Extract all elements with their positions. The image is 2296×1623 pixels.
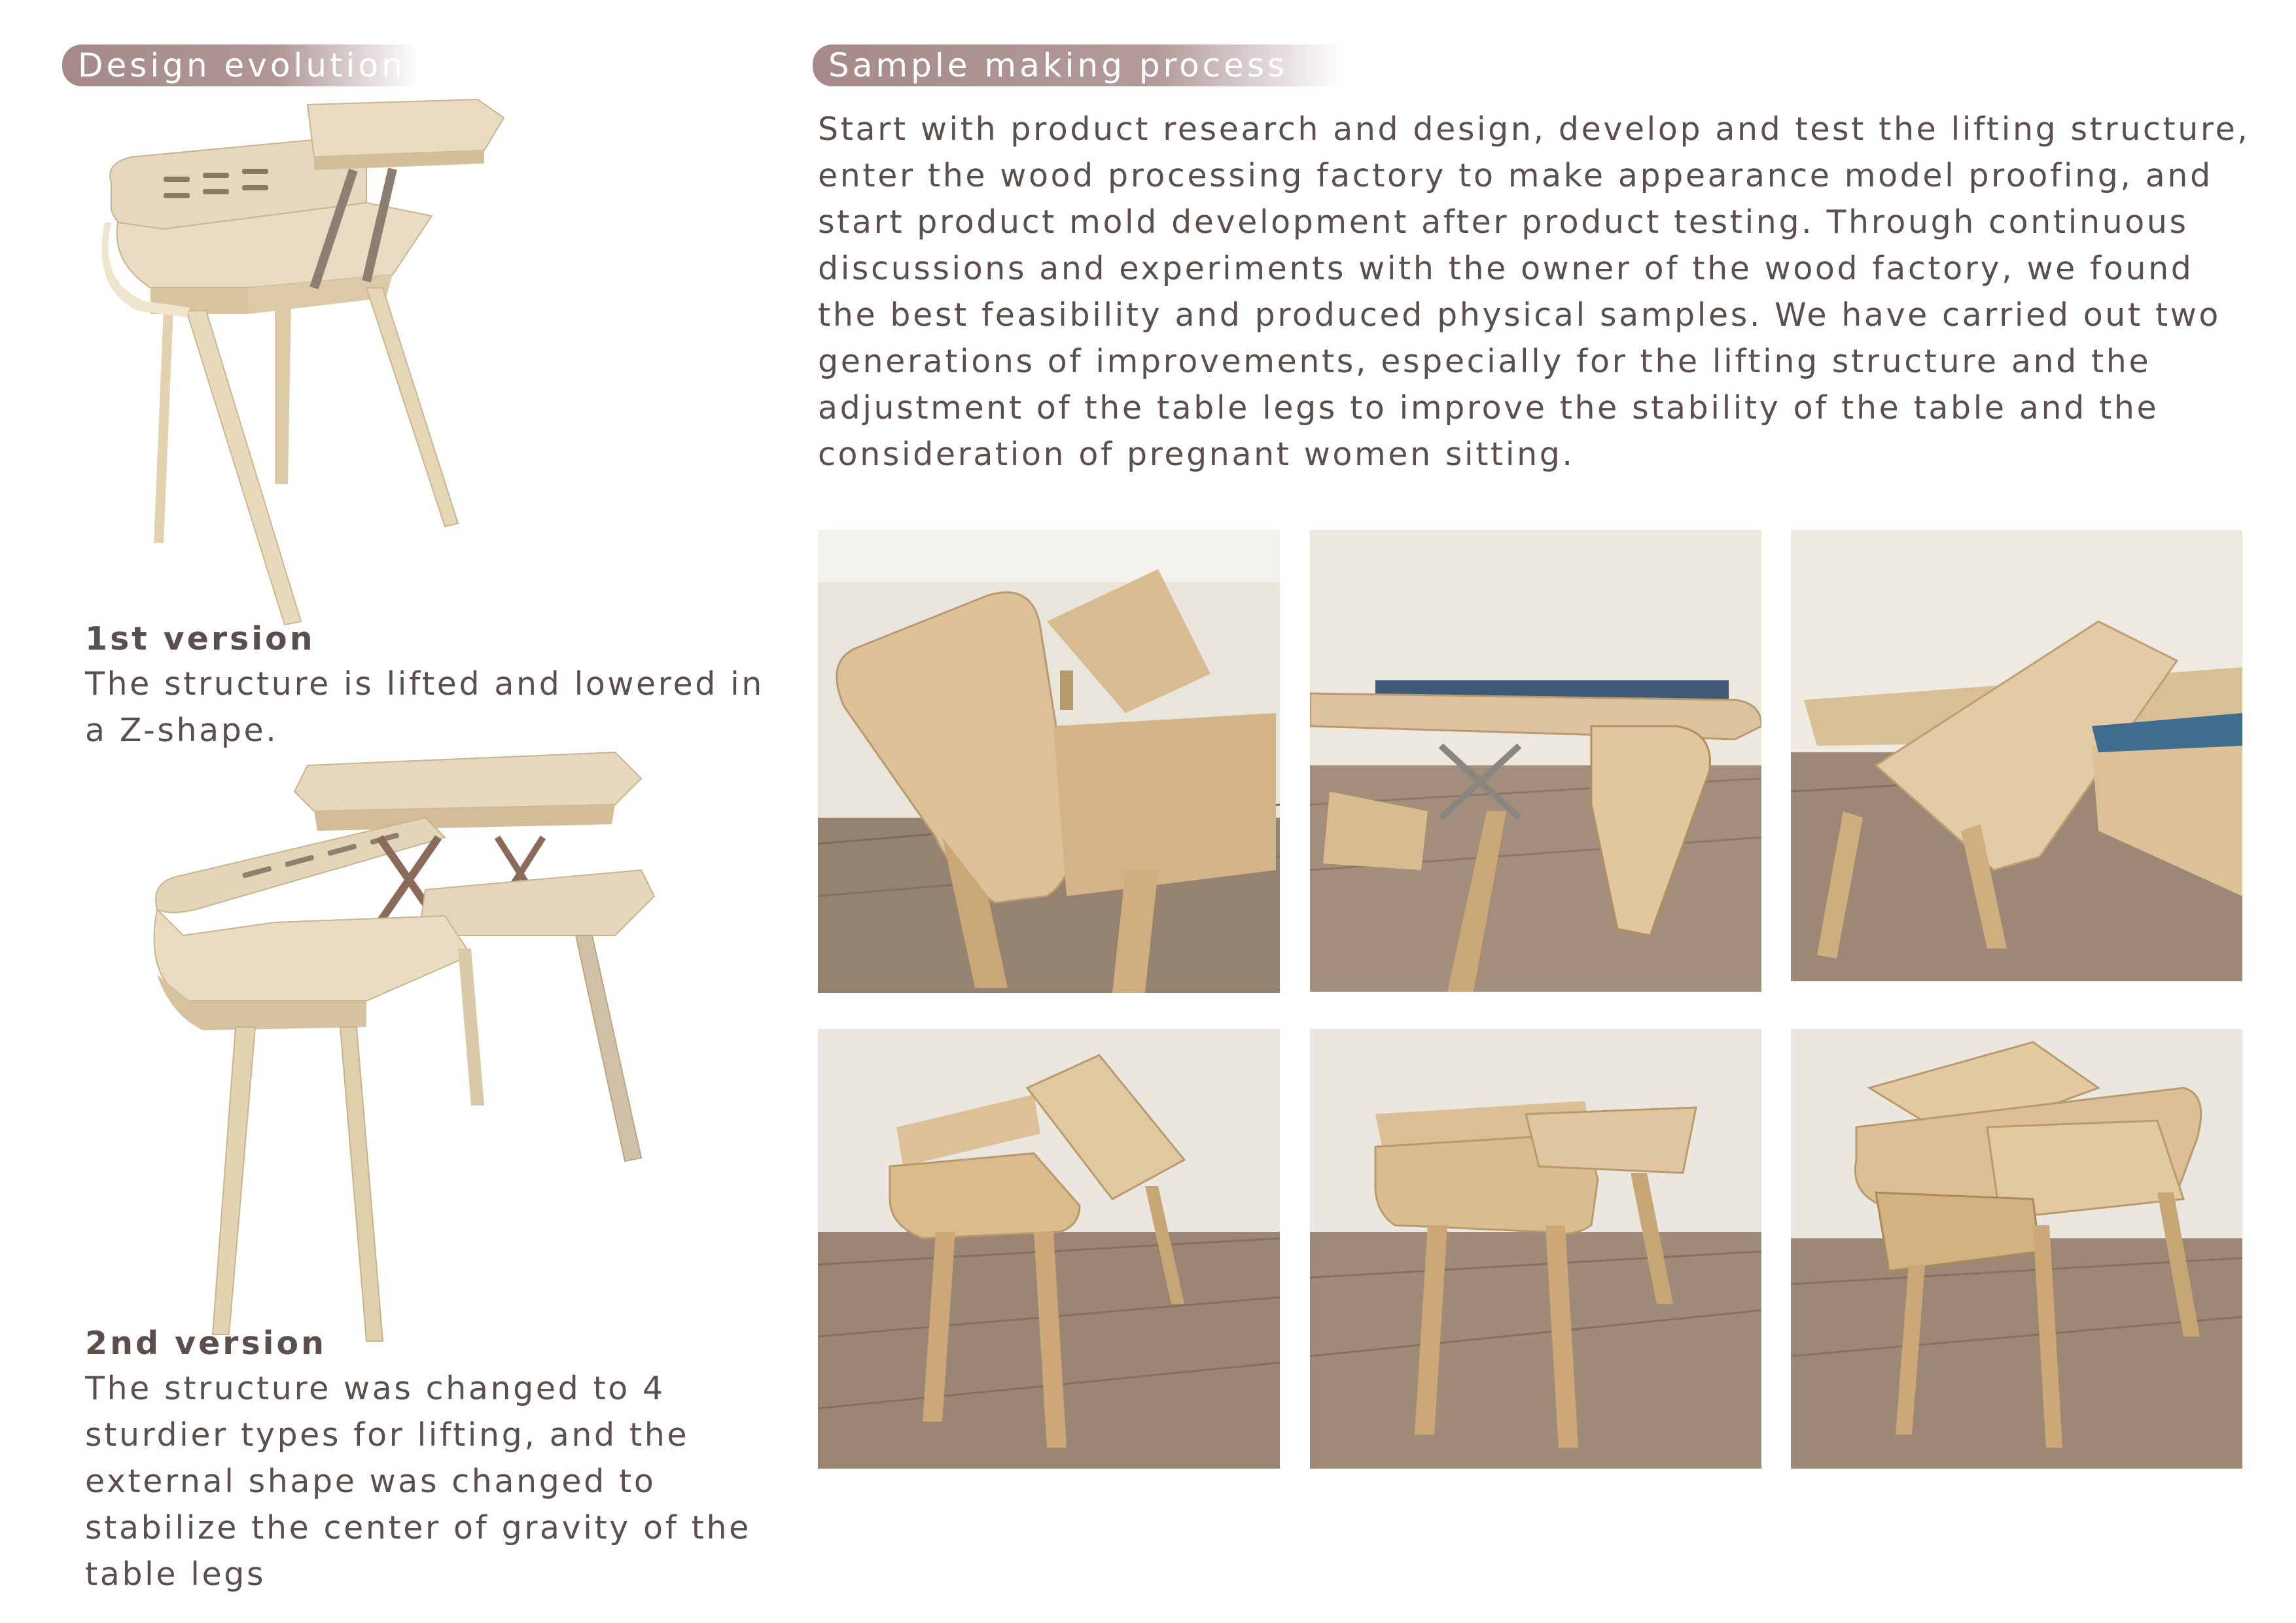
second-version-title: 2nd version	[85, 1325, 327, 1362]
sample-photo-tilted-top	[1791, 530, 2242, 981]
sample-making-heading: Sample making process	[813, 44, 1343, 86]
sample-photo-side-closeup	[818, 530, 1280, 993]
first-version-title: 1st version	[85, 620, 315, 657]
render-second-version	[144, 739, 667, 1354]
sample-photo-desk-angle-1	[818, 1029, 1280, 1469]
sample-photo-drawer-open	[1791, 1029, 2242, 1469]
first-version-description: The structure is lifted and lowered in a Z-shape.	[85, 665, 764, 749]
sample-photo-lift-mechanism	[1310, 530, 1761, 992]
design-evolution-heading: Design evolution	[62, 44, 419, 86]
second-version-description: The structure was changed to 4 sturdier types for lifting, and the external shape was changed to stabilize the center of gravity of the table legs	[85, 1370, 751, 1593]
intro-paragraph: Start with product research and design, develop and test the lifting structure, enter the wood processing factory to make appearance model proofing, and start product mold development after product testing. Through continuous discussions and experiments with the owner of the wood factory, we found the best feasibility and produced physical samples. We have carried out two generations of improvements, especially for the lifting structure and the adjustment of the table legs to improve the stability of the table and the consideration of pregnant women sitting.	[818, 111, 2250, 473]
render-first-version	[92, 92, 628, 641]
sample-photo-desk-angle-2	[1310, 1029, 1761, 1469]
